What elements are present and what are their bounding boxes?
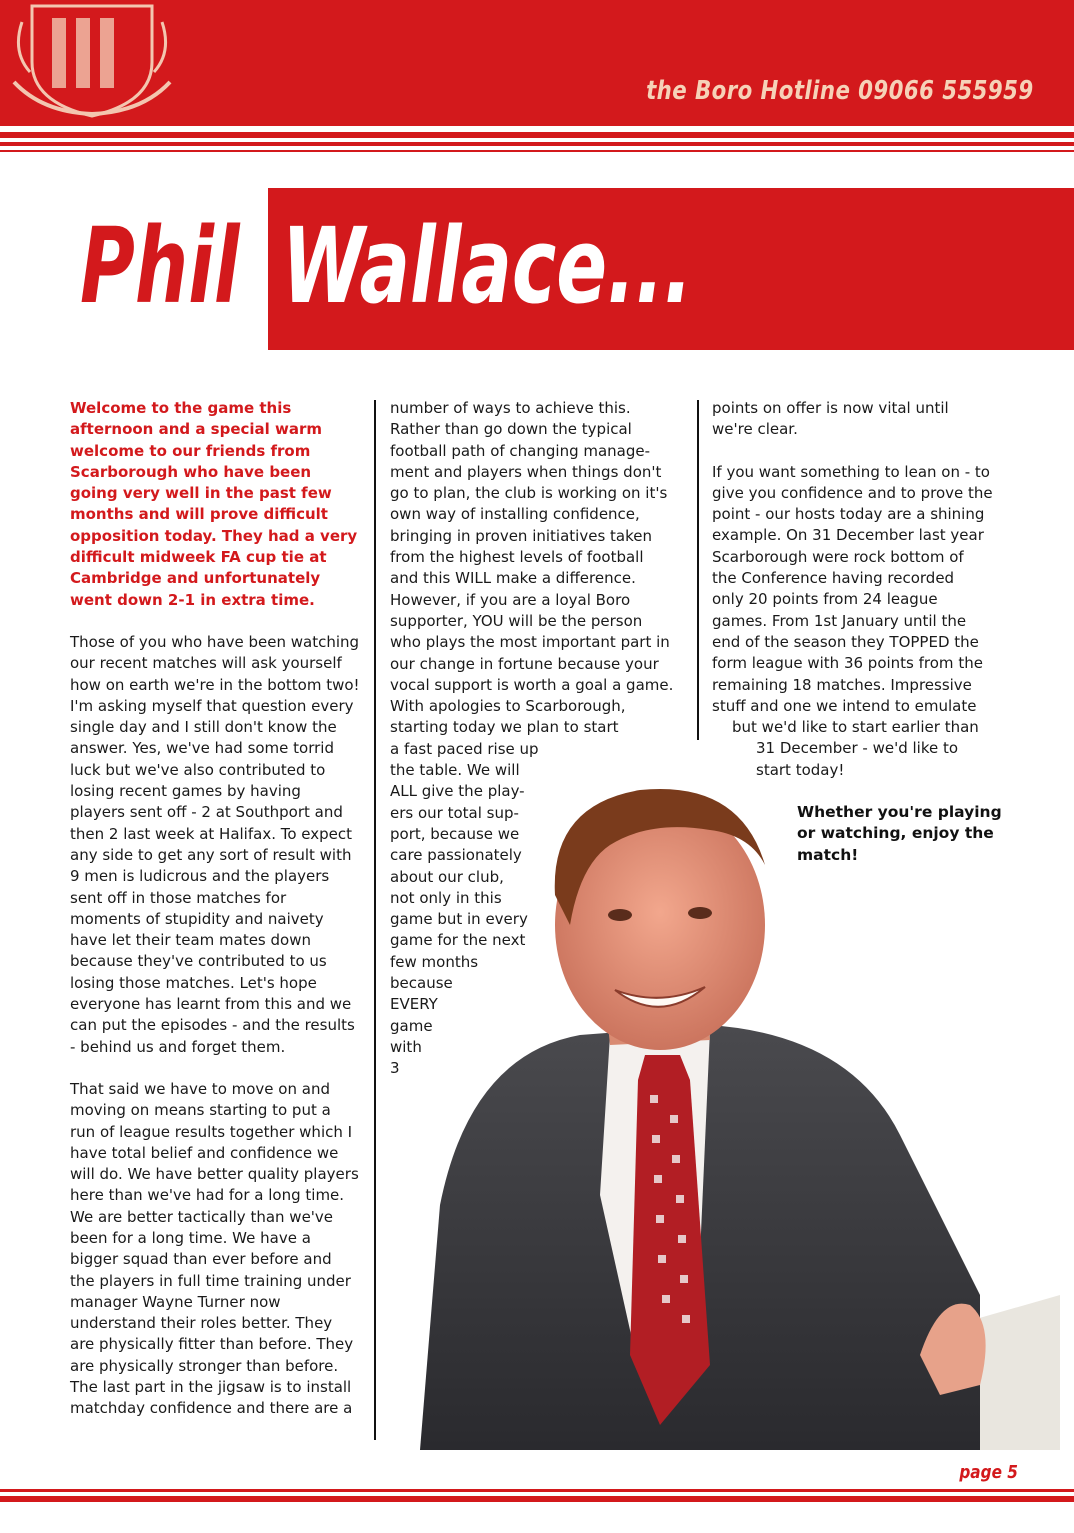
text-line: care passionately: [390, 846, 522, 865]
text-line: our change in fortune because your: [390, 654, 659, 673]
text-line: we're clear.: [712, 420, 798, 439]
text-line: start today!: [756, 760, 845, 779]
text-line: not only in this: [390, 888, 502, 907]
body-paragraph: That said we have to move on and moving on means starting to put a run of league results together which I have total belief and confidence we will do. We have better quality players here than we've had for a long time. We are better tactically than we've been for a long time. We have a bigger squad than ever before and the players in full time training under manager Wayne Turner now understand their roles better. They are physically fitter than before. They are physically stronger than before. The last part in the jigsaw is to install matchday confidence and there are a: [70, 1079, 359, 1418]
chairman-photo: [380, 735, 1060, 1450]
text-line: but we'd like to start earlier than: [732, 718, 979, 737]
headline-first-name: Phil: [80, 205, 240, 327]
text-line: port, because we: [390, 824, 520, 843]
text-line: football path of changing manage-: [390, 441, 651, 460]
text-line: game: [390, 1016, 433, 1035]
page-number: page 5: [959, 1462, 1018, 1483]
intro-paragraph: Welcome to the game this afternoon and a special warm welcome to our friends from Scarborough who have been going very well in the past few months and will prove difficult opposition today. They had a very difficult midweek FA cup tie at Cambridge and unfortunately went down 2-1 in extra time.: [70, 399, 358, 609]
text-line: and this WILL make a difference.: [390, 569, 636, 588]
column3-body: [712, 462, 1012, 781]
text-line: 3: [390, 1059, 400, 1078]
text-line: games. From 1st January until the: [712, 611, 967, 630]
text-line: number of ways to achieve this.: [390, 399, 631, 417]
text-line: With apologies to Scarborough,: [390, 697, 626, 716]
text-line: from the highest levels of football: [390, 548, 644, 567]
text-line: a fast paced rise up: [390, 739, 539, 758]
text-line: remaining 18 matches. Impressive: [712, 675, 972, 694]
text-line: with: [390, 1037, 422, 1056]
hotline-text: the Boro Hotline 09066 555959: [646, 76, 1034, 106]
text-line: example. On 31 December last year: [712, 526, 984, 545]
text-line: bringing in proven initiatives taken: [390, 526, 652, 545]
text-line: game but in every: [390, 910, 528, 929]
text-line: point - our hosts today are a shining: [712, 505, 985, 524]
text-line: 31 December - we'd like to: [756, 739, 959, 758]
text-line: stuff and one we intend to emulate: [712, 696, 977, 715]
text-line: ers our total sup-: [390, 803, 519, 822]
column-divider: [697, 400, 699, 740]
text-line: Rather than go down the typical: [390, 420, 632, 439]
text-line: starting today we plan to start: [390, 718, 619, 737]
text-line: points on offer is now vital until: [712, 399, 949, 417]
text-line: because: [390, 974, 453, 993]
column-divider: [374, 400, 376, 1440]
header-rule: [0, 142, 1074, 146]
article-column-1: [70, 398, 360, 1441]
body-paragraph: Those of you who have been watching our recent matches will ask yourself how on earth we're in the bottom two! I'm asking myself that question every single day and I still don't know the answer. Yes, we've had some torrid luck but we've also contributed to losing recent games by having players sent off - 2 at Southport and then 2 last week at Halifax. To expect any side to get any sort of result with 9 men is ludicrous and the players sent off in those matches for moments of stupidity and naivety have let their team mates down because they've contributed to us losing those matches. Let's hope everyone has learnt from this and we can put the episodes - and the results - behind us and forget them.: [70, 632, 360, 1056]
text-line: only 20 points from 24 league: [712, 590, 938, 609]
text-line: who plays the most important part in: [390, 633, 670, 652]
text-line: supporter, YOU will be the person: [390, 611, 643, 630]
footer-rule: [0, 1496, 1074, 1502]
column3-opening: [712, 398, 1012, 441]
text-line: the table. We will: [390, 761, 520, 780]
text-line: go to plan, the club is working on it's: [390, 484, 668, 503]
text-line: game for the next: [390, 931, 526, 950]
text-line: the Conference having recorded: [712, 569, 955, 588]
text-line: Scarborough were rock bottom of: [712, 547, 964, 566]
text-line: However, if you are a loyal Boro: [390, 590, 631, 609]
text-line: end of the season they TOPPED the: [712, 632, 979, 651]
header-rule: [0, 132, 1074, 138]
club-crest-icon: [12, 2, 172, 120]
text-line: EVERY: [390, 995, 438, 1014]
text-line: give you confidence and to prove the: [712, 483, 993, 502]
text-line: about our club,: [390, 867, 504, 886]
header-rule: [0, 150, 1074, 152]
text-line: match!: [797, 845, 859, 864]
text-line: own way of installing confidence,: [390, 505, 640, 524]
text-line: vocal support is worth a goal a game.: [390, 675, 674, 694]
text-line: Whether you're playing: [797, 803, 1002, 822]
text-line: few months: [390, 952, 479, 971]
text-line: If you want something to lean on - to: [712, 462, 990, 481]
text-line: form league with 36 points from the: [712, 654, 983, 673]
footer-rule: [0, 1489, 1074, 1492]
text-line: ment and players when things don't: [390, 462, 662, 481]
text-line: or watching, enjoy the: [797, 824, 994, 843]
text-line: ALL give the play-: [390, 782, 525, 801]
headline-last-name: Wallace...: [282, 205, 693, 327]
